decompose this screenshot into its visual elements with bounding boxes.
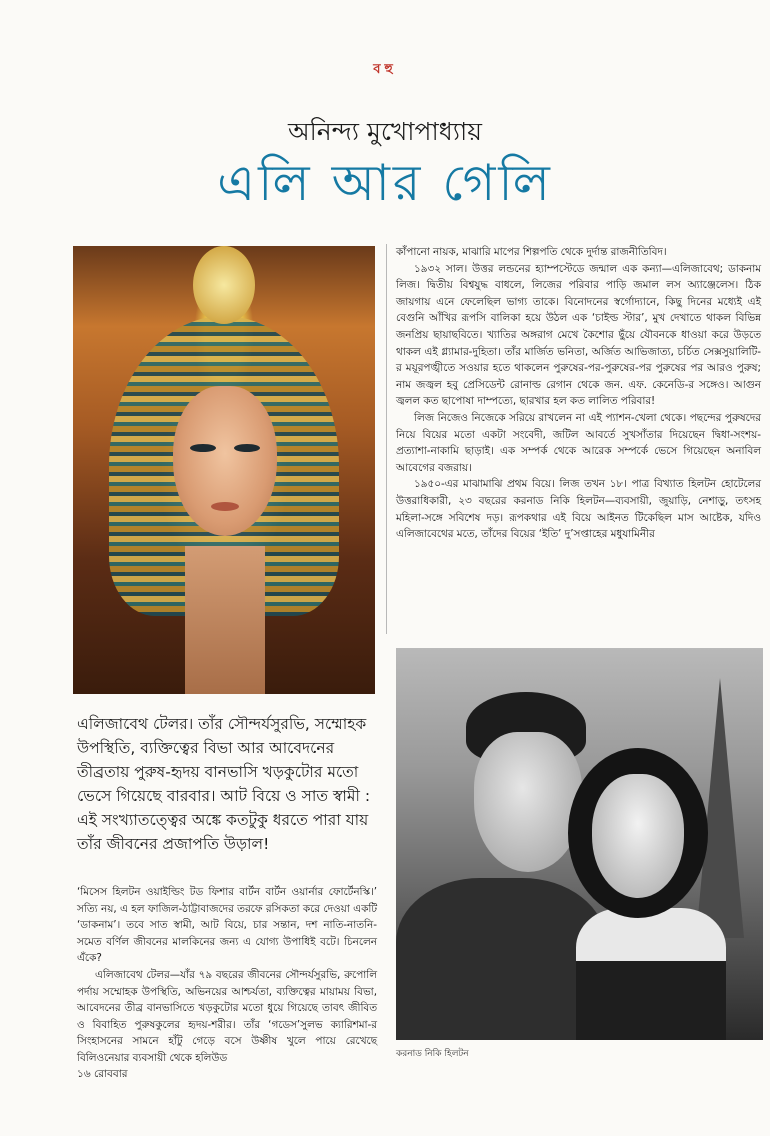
article-title: এলি আর গেলি: [217, 154, 553, 212]
paragraph: এলিজাবেথ টেলর—যাঁর ৭৯ বছরের জীবনের সৌন্দর্যসুরভি, রুপোলি পর্দায় সম্মোহক উপস্থিতি, অভিনয়ের আশ্চর্যতা, ব্যক্তিত্বের মায়াময় বিভা, আবেদনের তীব্র বানভাসিতে খড়কুটোর মতো ধুয়ে গিয়েছে তাবৎ জীবিত ও বিবাহিত পুরুষকুলের হৃদয়-শরীর। তাঁর ‘গডেস’সুলভ ক্যারিশমা-র সিংহাসনের সামনে হাঁটু গেড়ে বসে উষ্ণীষ খুলে পায়ে রেখেছে বিলিওনেয়ার ব্যবসায়ী থেকে হলিউড: [77, 968, 377, 1064]
lips-shape: [211, 502, 239, 511]
neck-shape: [185, 546, 265, 694]
crown-disc-shape: [193, 246, 255, 324]
left-eye-shape: [190, 444, 216, 452]
man-face-shape: [474, 732, 582, 872]
pull-quote: এলিজাবেথ টেলর। তাঁর সৌন্দর্যসুরভি, সম্মোহক উপস্থিতি, ব্যক্তিত্বের বিভা আর আবেদনের তীব্রতায় পুরুষ-হৃদয় বানভাসি খড়কুটোর মতো ভেসে গিয়েছে বারবার। আট বিয়ে ও সাত স্বামী : এই সংখ্যাতত্ত্বের অঙ্কে কতটুকু ধরতে পারা যায় তাঁর জীবনের প্রজাপতি উড়াল!: [77, 715, 371, 853]
column-divider: [386, 244, 387, 634]
section-label: বহু: [373, 62, 397, 77]
photo-caption: করনাড নিকি হিলটন: [396, 1049, 469, 1059]
body-column-left: [77, 884, 377, 1067]
paragraph: লিজ নিজেও নিজেকে সরিয়ে রাখলেন না এই প্যাশন-খেলা থেকে। পছন্দের পুরুষদের নিয়ে বিয়ের মতো একটা সংবেদী, জটিল আবর্তে সুখসাঁতার দিয়েছেন দ্বিধা-সংশয়-প্রত্যাশা-নাকামি ছাড়াই। এক সম্পর্ক থেকে আরেক সম্পর্কে ভেসে গিয়েছেন অনাবিল আবেগের বজরায়।: [396, 411, 761, 474]
right-eye-shape: [234, 444, 260, 452]
face-shape: [173, 386, 277, 536]
man-body-shape: [396, 878, 606, 1040]
body-column-right: [396, 244, 761, 543]
paragraph: ১৯৩২ সাল। উত্তর লন্ডনের হ্যাম্পস্টেডে জন্মাল এক কন্যা—এলিজাবেথ; ডাকনাম লিজ। দ্বিতীয় বিশ্বযুদ্ধ বাধলে, লিজের পরিবার পাড়ি জমাল লস অ্যাঞ্জেলেস। ঠিক জায়গায় এনে ফেলেছিল ভাগ্য তাকে। বিনোদনের স্বর্গোদ্যানে, কিছু দিনের মধ্যেই এই বেগুনি আঁখির রূপসি বালিকা হয়ে উঠল এক ‘চাইল্ড স্টার’, মুখ দেখাতে থাকল বিভিন্ন জনপ্রিয় ছায়াছবিতে। খ্যাতির অঙ্গরাগ মেখে কৈশোর ছুঁয়ে যৌবনকে ধাওয়া করে উড়তে থাকল এই গ্ল্যামার-দুহিতা। তাঁর মার্জিত ভনিতা, অর্জিত আভিজাত্য, চর্চিত সেক্সসুয়ালিটি-র ময়ূরপঙ্খীতে সওয়ার হতে থাকলেন পুরুষের-পর-পুরুষের-পর পুরুষের পর আরও পুরুষ; নাম জজ্বল হবু প্রেসিডেন্ট রোনাল্ড রেগান থেকে জন. এফ. কেনেডি-র সঙ্গেও। আগুন জ্বলল কত ছাপোষা দাম্পত্যে, ছারখার হল কত লালিত পরিবার!: [396, 262, 761, 408]
woman-collar-shape: [576, 908, 726, 1040]
author-byline: অনিন্দ্য মুখোপাধ্যায়: [287, 117, 483, 146]
hilton-couple-photo: [396, 648, 763, 1040]
woman-face-shape: [592, 774, 684, 898]
page-folio: ১৬ রোববার: [77, 1068, 128, 1080]
paragraph: ‘মিসেস হিলটন ওয়াইল্ডিং টড ফিশার বার্টন বার্টন ওয়ার্নার ফোর্টেনস্কি।’ সত্যি নয়, এ হল ফাজিল-ঠাট্টাবাজদের তরফে রসিকতা করে দেওয়া একটি ‘ডাকনাম’। তবে সাত স্বামী, আট বিয়ে, চার সন্তান, দশ নাতি-নাতনি-সমেত বর্ণিল জীবনের মালকিনের জন্য এ যোগ্য উপাধিই বটে। চিনলেন এঁকে?: [77, 886, 377, 965]
paragraph: ১৯৫০-এর মাঝামাঝি প্রথম বিয়ে। লিজ তখন ১৮। পাত্র বিখ্যাত হিলটন হোটেলের উত্তরাধিকারী, ২৩ বছরের করনাড নিকি হিলটন—ব্যবসায়ী, জুয়াড়ি, নেশাড়ু, তৎসহ মহিলা-সঙ্গে সবিশেষ দড়। রূপকথার এই বিয়ে আইনত টিকেছিল মাস আষ্টেক, যদিও এলিজাবেথের মতে, তাঁদের বিয়ের ‘ইতি’ দু’সপ্তাহের মধুযামিনীর: [396, 478, 761, 541]
paragraph: কাঁপানো নায়ক, মাঝারি মাপের শিল্পপতি থেকে দুর্দান্ত রাজনীতিবিদ।: [396, 246, 667, 258]
cleopatra-photo: [73, 246, 375, 694]
